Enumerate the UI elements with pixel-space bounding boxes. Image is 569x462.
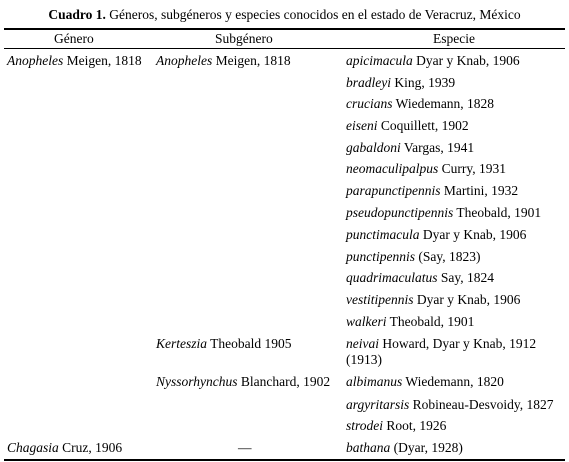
species-author: Coquillett, 1902 <box>377 118 469 133</box>
header-especie: Especie <box>433 31 475 46</box>
subgenus-author: Theobald 1905 <box>207 336 292 351</box>
subgenus-author: Meigen, 1818 <box>212 53 291 68</box>
species-name: strodei <box>346 418 383 433</box>
species-cell <box>346 205 541 221</box>
species-name: vestitipennis <box>346 292 414 307</box>
species-author-continued: (1913) <box>346 352 382 367</box>
species-author: King, 1939 <box>391 75 456 90</box>
header-genero: Género <box>54 31 94 46</box>
genus-name: Chagasia <box>7 440 59 455</box>
species-cell <box>346 374 504 390</box>
genus-author: Meigen, 1818 <box>63 53 142 68</box>
species-name: albimanus <box>346 374 403 389</box>
species-cell <box>346 118 469 134</box>
caption-label: Cuadro 1. <box>48 7 106 22</box>
top-rule <box>4 28 565 30</box>
species-name: bathana <box>346 440 391 455</box>
species-author: Dyar y Knab, 1906 <box>419 227 527 242</box>
subgenus-name: Kerteszia <box>156 336 208 351</box>
species-cell <box>346 440 463 456</box>
species-author: (Say, 1823) <box>415 249 481 264</box>
species-author: Howard, Dyar y Knab, 1912 <box>379 336 537 351</box>
species-cell <box>346 418 446 434</box>
species-name: argyritarsis <box>346 397 410 412</box>
subgenus-nyssorhynchus <box>156 374 330 390</box>
species-cell <box>346 249 481 265</box>
subgenus-kerteszia <box>156 336 292 352</box>
caption-text: Géneros, subgéneros y especies conocidos en el estado de Veracruz, México <box>105 7 521 22</box>
species-name: quadrimaculatus <box>346 270 438 285</box>
species-cell <box>346 314 474 330</box>
species-name: apicimacula <box>346 53 413 68</box>
subgenus-author: Blanchard, 1902 <box>237 374 331 389</box>
species-name: neomaculipalpus <box>346 161 439 176</box>
species-author: Martini, 1932 <box>440 183 519 198</box>
subgenus-anopheles <box>156 53 291 69</box>
subgenus-name: Nyssorhynchus <box>156 374 238 389</box>
species-cell <box>346 227 526 243</box>
species-cell <box>346 75 455 91</box>
species-name: eiseni <box>346 118 378 133</box>
species-author: Curry, 1931 <box>438 161 506 176</box>
genus-chagasia <box>7 440 122 456</box>
species-name: crucians <box>346 96 393 111</box>
species-author: Vargas, 1941 <box>400 140 475 155</box>
species-cell <box>346 96 494 112</box>
species-name: walkeri <box>346 314 387 329</box>
species-cell <box>346 336 536 352</box>
species-cell <box>346 397 554 413</box>
genus-author: Cruz, 1906 <box>58 440 123 455</box>
species-author: Dyar y Knab, 1906 <box>412 53 520 68</box>
species-author: Dyar y Knab, 1906 <box>413 292 521 307</box>
species-name: gabaldoni <box>346 140 401 155</box>
species-author: Wiedemann, 1820 <box>402 374 504 389</box>
species-author: Say, 1824 <box>437 270 495 285</box>
species-name: bradleyi <box>346 75 391 90</box>
species-name: pseudopunctipennis <box>346 205 454 220</box>
species-cell <box>346 183 518 199</box>
table-caption <box>0 7 569 23</box>
genus-name: Anopheles <box>7 53 64 68</box>
species-cell <box>346 270 494 286</box>
subgenus-name: Anopheles <box>156 53 213 68</box>
species-author: Theobald, 1901 <box>386 314 475 329</box>
genus-anopheles <box>7 53 142 69</box>
species-author: (Dyar, 1928) <box>390 440 463 455</box>
species-author: Root, 1926 <box>383 418 447 433</box>
subgenus-none-dash: — <box>238 440 252 455</box>
species-cell <box>346 140 474 156</box>
species-name: neivai <box>346 336 379 351</box>
header-rule <box>4 48 565 49</box>
species-name: punctipennis <box>346 249 415 264</box>
species-author: Wiedemann, 1828 <box>392 96 495 111</box>
species-name: punctimacula <box>346 227 420 242</box>
header-subgenero: Subgénero <box>215 31 273 46</box>
species-cell <box>346 161 506 177</box>
species-name: parapunctipennis <box>346 183 441 198</box>
species-author: Theobald, 1901 <box>453 205 542 220</box>
species-author: Robineau-Desvoidy, 1827 <box>409 397 554 412</box>
species-cell <box>346 292 520 308</box>
bottom-rule <box>4 459 565 461</box>
species-cell <box>346 53 520 69</box>
